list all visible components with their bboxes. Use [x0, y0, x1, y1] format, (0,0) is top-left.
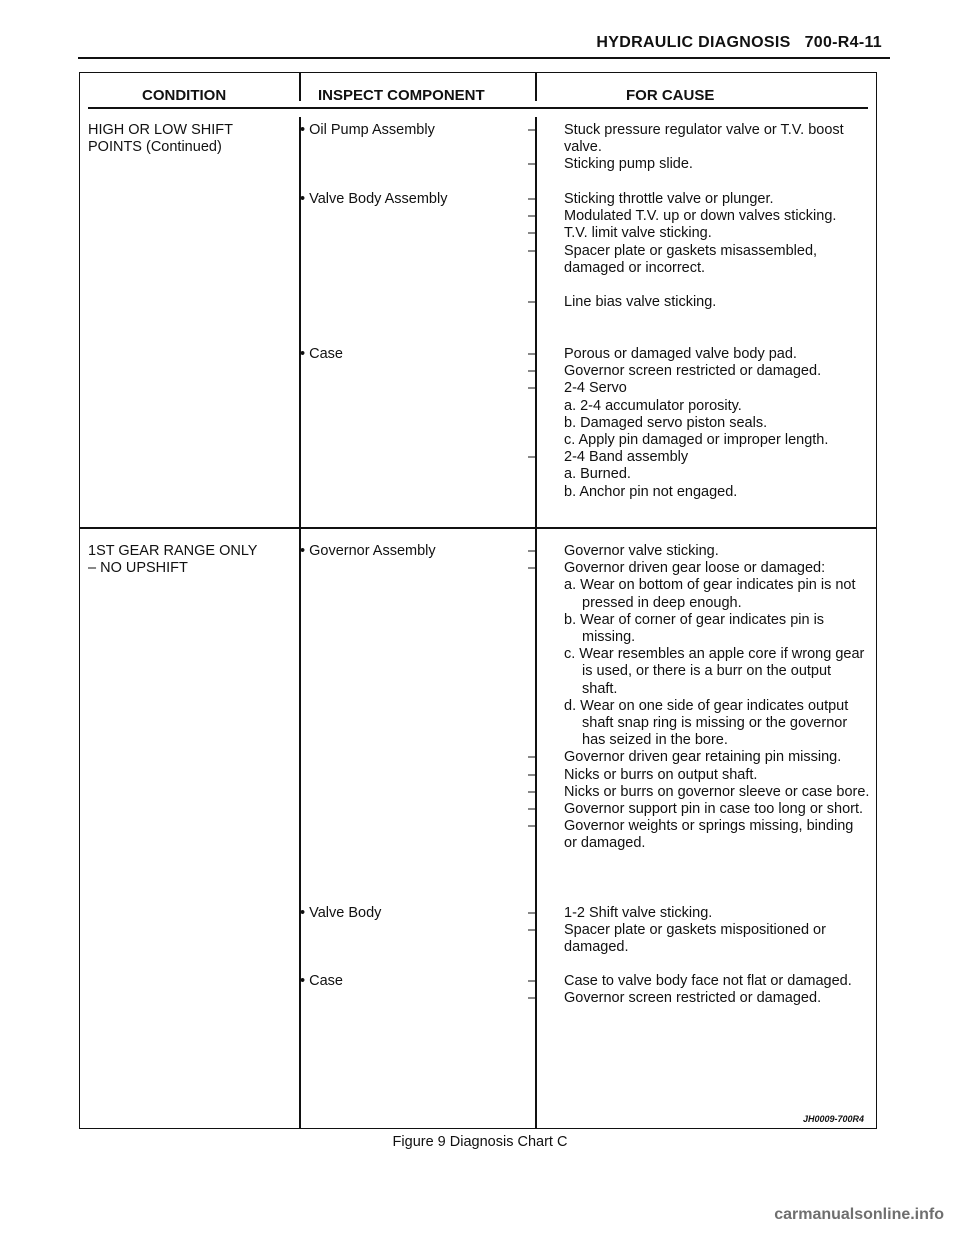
sub-item: b. Anchor pin not engaged. — [564, 483, 738, 500]
diagnosis-chart — [79, 72, 877, 1129]
cause-item: – Stuck pressure regulator valve or T.V. boost valve. — [528, 122, 870, 156]
cause-item: – Case to valve body face not flat or damaged. — [528, 973, 870, 990]
causes-governor-assembly — [528, 543, 870, 853]
column-header-condition: CONDITION — [142, 87, 227, 104]
page-header — [596, 34, 882, 52]
watermark: carmanualsonline.info — [774, 1206, 944, 1223]
sub-item: c. Apply pin damaged or improper length. — [564, 432, 829, 449]
cause-item: – Nicks or burrs on output shaft. — [528, 767, 870, 784]
header-title: HYDRAULIC DIAGNOSIS — [596, 34, 791, 51]
sub-item: a. Wear on bottom of gear indicates pin is not pressed in deep enough. — [564, 577, 856, 611]
cause-item: – Governor weights or springs missing, binding or damaged. — [528, 818, 870, 852]
causes-valve-body-assembly — [528, 191, 870, 311]
cause-item: – 2-4 Band assembly a. Burned. b. Anchor pin not engaged. — [528, 449, 870, 501]
chart-code: JH0009-700R4 — [802, 1114, 864, 1124]
figure-caption: Figure 9 Diagnosis Chart C — [392, 1134, 568, 1150]
cause-item: – Sticking pump slide. — [528, 156, 870, 173]
causes-oil-pump — [528, 122, 870, 174]
sub-item: b. Wear of corner of gear indicates pin is missing. — [564, 611, 825, 646]
condition-1st-gear-only: 1ST GEAR RANGE ONLY – NO UPSHIFT — [88, 543, 258, 577]
cause-item: – 1-2 Shift valve sticking. — [528, 905, 870, 922]
cause-item: – Nicks or burrs on governor sleeve or case bore. — [528, 784, 870, 801]
cause-item: – Line bias valve sticking. — [528, 294, 870, 311]
causes-case-2 — [528, 973, 870, 1007]
cause-item: – T.V. limit valve sticking. — [528, 225, 870, 242]
cause-item: – Governor support pin in case too long or short. — [528, 801, 870, 818]
cause-item: – Spacer plate or gaskets mispositioned or damaged. — [528, 922, 870, 956]
column-header-inspect-component: INSPECT COMPONENT — [318, 87, 485, 104]
sub-item: c. Wear resembles an apple core if wrong gear is used, or there is a burr on the output shaft. — [564, 646, 865, 697]
component-oil-pump: • Oil Pump Assembly — [300, 122, 435, 138]
component-case-2: • Case — [300, 973, 343, 989]
sub-item: b. Damaged servo piston seals. — [564, 414, 768, 431]
cause-item: – Modulated T.V. up or down valves sticking. — [528, 208, 870, 225]
component-governor-assembly: • Governor Assembly — [300, 543, 436, 559]
header-page-number: 700-R4-11 — [804, 34, 882, 51]
cause-item: – Sticking throttle valve or plunger. — [528, 191, 870, 208]
component-case: • Case — [300, 346, 343, 362]
cause-item: – Governor driven gear retaining pin missing. — [528, 749, 870, 766]
cause-item: – Governor screen restricted or damaged. — [528, 990, 870, 1007]
component-valve-body: • Valve Body — [300, 905, 382, 921]
causes-valve-body — [528, 905, 870, 957]
cause-item: – Porous or damaged valve body pad. — [528, 346, 870, 363]
column-header-for-cause: FOR CAUSE — [626, 87, 715, 104]
causes-case — [528, 346, 870, 501]
condition-high-low-shift: HIGH OR LOW SHIFT POINTS (Continued) — [88, 122, 233, 156]
sub-item: a. Burned. — [564, 466, 631, 483]
header-divider — [88, 107, 868, 109]
cause-item: – Governor driven gear loose or damaged: a. Wear on bottom of gear indicates pin is not pressed in deep enough. b. Wear of corner of gear indicates pin is missing. c. Wear resembles an apple core if wrong gear is used, or there is a burr on the output shaft. d. Wear on one side of gear indicates output shaft snap ring is missing or the governor has seized in the bore. — [528, 560, 870, 749]
header-rule — [78, 57, 890, 59]
sub-list — [564, 398, 870, 450]
sub-list — [564, 466, 870, 500]
cause-item: – Spacer plate or gaskets misassembled, damaged or incorrect. — [528, 243, 870, 277]
section-divider — [80, 527, 876, 529]
column-divider-top-1 — [299, 73, 301, 101]
component-valve-body-assembly: • Valve Body Assembly — [300, 191, 448, 207]
sub-list — [564, 577, 870, 749]
cause-item: – Governor valve sticking. — [528, 543, 870, 560]
sub-item: d. Wear on one side of gear indicates output shaft snap ring is missing or the governor has seized in the bore. — [564, 697, 849, 749]
cause-item: – Governor screen restricted or damaged. — [528, 363, 870, 380]
sub-item: a. 2-4 accumulator porosity. — [564, 397, 742, 414]
column-divider-top-2 — [535, 73, 537, 101]
cause-item: – 2-4 Servo a. 2-4 accumulator porosity. b. Damaged servo piston seals. c. Apply pin damaged or improper length. — [528, 380, 870, 449]
